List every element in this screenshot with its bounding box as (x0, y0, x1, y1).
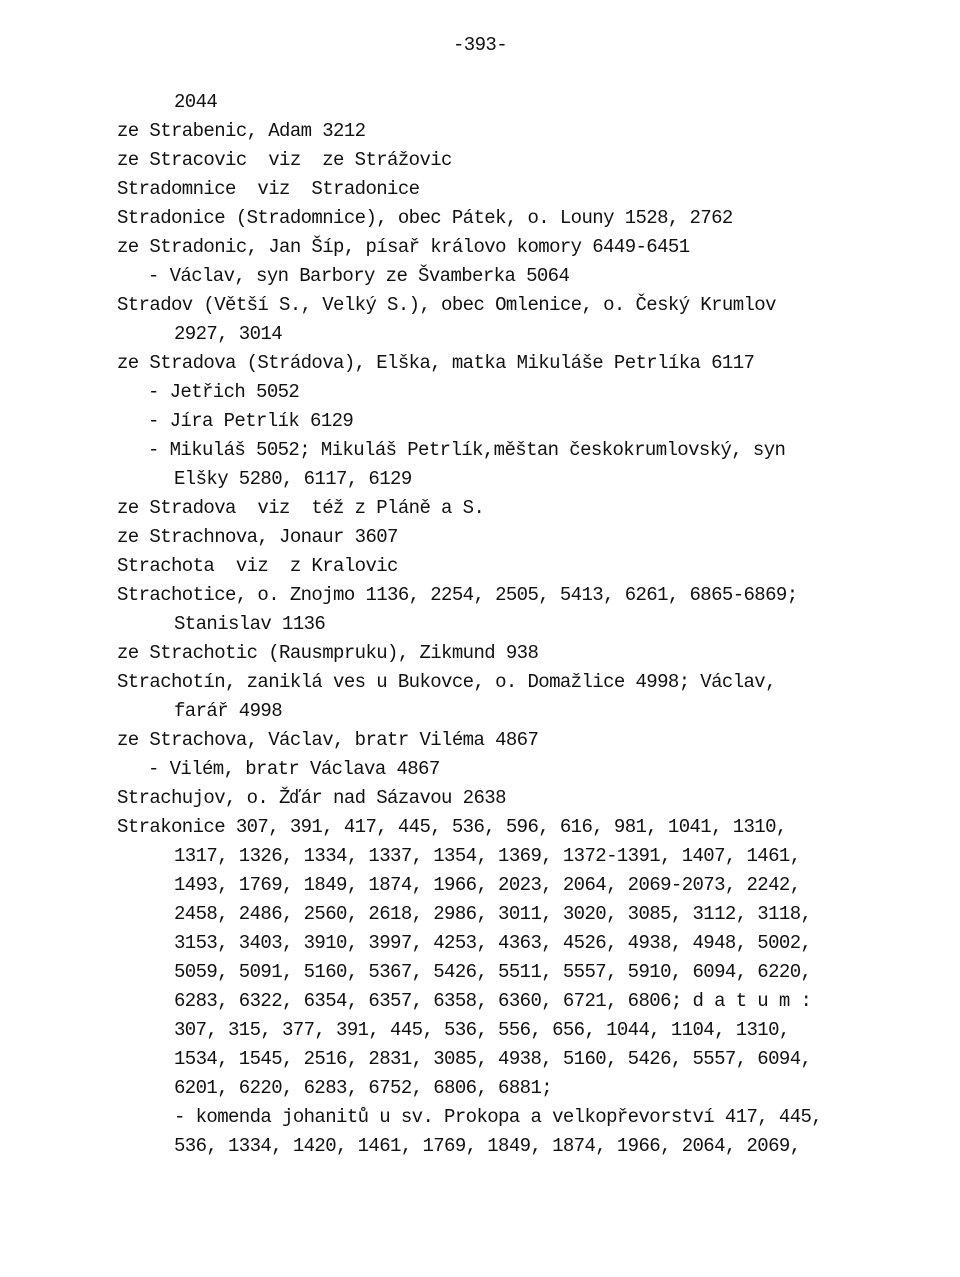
index-line: 536, 1334, 1420, 1461, 1769, 1849, 1874, 1966, 2064, 2069, (174, 1135, 801, 1157)
index-line: Strachujov, o. Žďár nad Sázavou 2638 (117, 787, 506, 809)
index-line: - Václav, syn Barbory ze Švamberka 5064 (148, 265, 570, 287)
index-line: - Jíra Petrlík 6129 (148, 410, 354, 432)
index-line: Stradomnice viz Stradonice (117, 178, 420, 200)
index-line: 1534, 1545, 2516, 2831, 3085, 4938, 5160, 5426, 5557, 6094, (174, 1048, 812, 1070)
index-line: Stradonice (Stradomnice), obec Pátek, o. Louny 1528, 2762 (117, 207, 733, 229)
page-number: -393- (452, 34, 507, 56)
index-line: - Vilém, bratr Václava 4867 (148, 758, 440, 780)
index-line: 2044 (174, 91, 218, 113)
index-line: 1317, 1326, 1334, 1337, 1354, 1369, 1372-1391, 1407, 1461, (174, 845, 801, 867)
index-line: ze Strabenic, Adam 3212 (117, 120, 366, 142)
index-line: 5059, 5091, 5160, 5367, 5426, 5511, 5557, 5910, 6094, 6220, (174, 961, 812, 983)
index-line: 6201, 6220, 6283, 6752, 6806, 6881; (174, 1077, 553, 1099)
index-line: - komenda johanitů u sv. Prokopa a velkopřevorství 417, 445, (174, 1106, 823, 1128)
index-line: Stanislav 1136 (174, 613, 326, 635)
index-line: 3153, 3403, 3910, 3997, 4253, 4363, 4526, 4938, 4948, 5002, (174, 932, 812, 954)
index-line: ze Stracovic viz ze Strážovic (117, 149, 452, 171)
index-line: ze Strachnova, Jonaur 3607 (117, 526, 398, 548)
index-line: Stradov (Větší S., Velký S.), obec Omlenice, o. Český Krumlov (117, 294, 776, 316)
index-line: farář 4998 (174, 700, 283, 722)
index-line: 6283, 6322, 6354, 6357, 6358, 6360, 6721, 6806; d a t u m : (174, 990, 812, 1012)
index-line: ze Stradova viz též z Pláně a S. (117, 497, 485, 519)
index-line: Elšky 5280, 6117, 6129 (174, 468, 412, 490)
index-line: ze Strachotic (Rausmpruku), Zikmund 938 (117, 642, 539, 664)
index-line: 2458, 2486, 2560, 2618, 2986, 3011, 3020, 3085, 3112, 3118, (174, 903, 812, 925)
index-entries (0, 88, 960, 1161)
index-line: - Jetřich 5052 (148, 381, 300, 403)
index-line: Strachotín, zaniklá ves u Bukovce, o. Domažlice 4998; Václav, (117, 671, 776, 693)
index-line: Strachota viz z Kralovic (117, 555, 398, 577)
index-line: 2927, 3014 (174, 323, 283, 345)
index-line: Strachotice, o. Znojmo 1136, 2254, 2505, 5413, 6261, 6865-6869; (117, 584, 798, 606)
index-line: ze Stradonic, Jan Šíp, písař královo komory 6449-6451 (117, 236, 690, 258)
index-line: ze Strachova, Václav, bratr Viléma 4867 (117, 729, 539, 751)
index-line: Strakonice 307, 391, 417, 445, 536, 596, 616, 981, 1041, 1310, (117, 816, 787, 838)
index-line: ze Stradova (Strádova), Elška, matka Mikuláše Petrlíka 6117 (117, 352, 755, 374)
index-line: - Mikuláš 5052; Mikuláš Petrlík,měštan českokrumlovský, syn (148, 439, 786, 461)
index-line: 1493, 1769, 1849, 1874, 1966, 2023, 2064, 2069-2073, 2242, (174, 874, 801, 896)
index-line: 307, 315, 377, 391, 445, 536, 556, 656, 1044, 1104, 1310, (174, 1019, 790, 1041)
